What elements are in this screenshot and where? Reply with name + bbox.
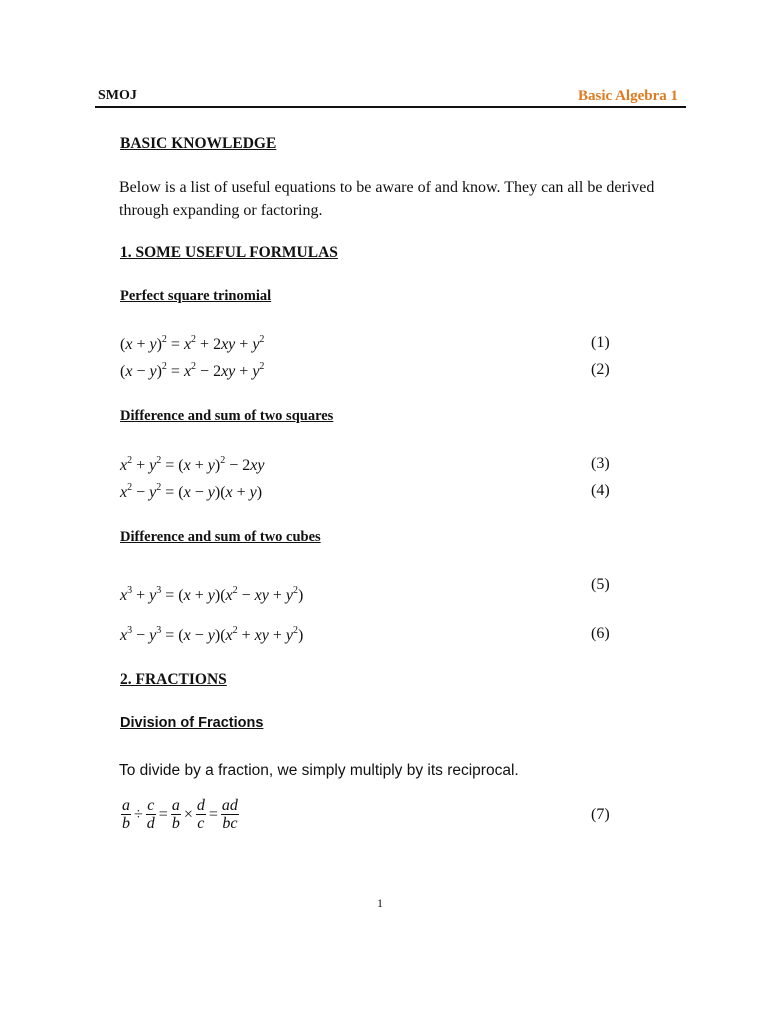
equation-6: $x^3 - y^3 = (x - y)(x^2$ + xy + $y^2$): [120, 625, 304, 644]
equation-number: (7): [591, 806, 610, 823]
division-paragraph: To divide by a fraction, we simply multiply by its reciprocal.: [119, 762, 519, 779]
equation-number: (5): [591, 576, 610, 593]
heading-basic-knowledge: BASIC KNOWLEDGE: [120, 135, 277, 152]
subheading-two-cubes: Difference and sum of two cubes: [120, 529, 321, 545]
equation-2: $(x - y)^2 = x^2 - 2xy + y^2$: [120, 361, 265, 380]
fraction-ad-over-bc: $\frac{ad}{bc}$: [221, 797, 238, 832]
equation-number: (3): [591, 455, 610, 472]
equation-5: $x^3 + y^3 = (x + y)(x^2$ − xy + $y^2$): [120, 585, 304, 604]
page-number: 1: [377, 896, 383, 910]
header-rule: [95, 106, 686, 108]
fraction-c-over-d: $\frac{c}{d}$: [146, 797, 155, 832]
equation-7: $\frac{a}{b}$ ÷ $\frac{c}{d}$ = $\frac{a}{b}$ × $\frac{d}{c}$ = $\frac{ad}{bc}$: [122, 797, 238, 832]
equation-1: $(x + y)^2 = x^2 + 2xy + y^2$: [120, 334, 265, 353]
heading-fractions: 2. FRACTIONS: [120, 671, 227, 688]
heading-useful-formulas: 1. SOME USEFUL FORMULAS: [120, 244, 338, 261]
equation-3: $x^2 + y^2 = (x + y)^2 - 2xy$: [120, 455, 265, 474]
equation-4: $x^2 - y^2 = (x - y)(x + y)$: [120, 482, 263, 501]
equation-number: (4): [591, 482, 610, 499]
subheading-two-squares: Difference and sum of two squares: [120, 408, 334, 424]
fraction-a-over-b: $\frac{a}{b}$: [171, 797, 180, 832]
fraction-a-over-b: $\frac{a}{b}$: [122, 797, 130, 832]
header-author: SMOJ: [98, 88, 137, 103]
subheading-division-of-fractions: Division of Fractions: [120, 715, 264, 731]
intro-paragraph: Below is a list of useful equations to be aware of and know. They can all be derived through expanding or factoring.: [119, 179, 655, 219]
equation-number: (1): [591, 334, 610, 351]
equation-number: (6): [591, 625, 610, 642]
fraction-d-over-c: $\frac{d}{c}$: [196, 797, 205, 832]
header-title: Basic Algebra 1: [578, 88, 678, 104]
subheading-perfect-square: Perfect square trinomial: [120, 288, 272, 304]
equation-number: (2): [591, 361, 610, 378]
